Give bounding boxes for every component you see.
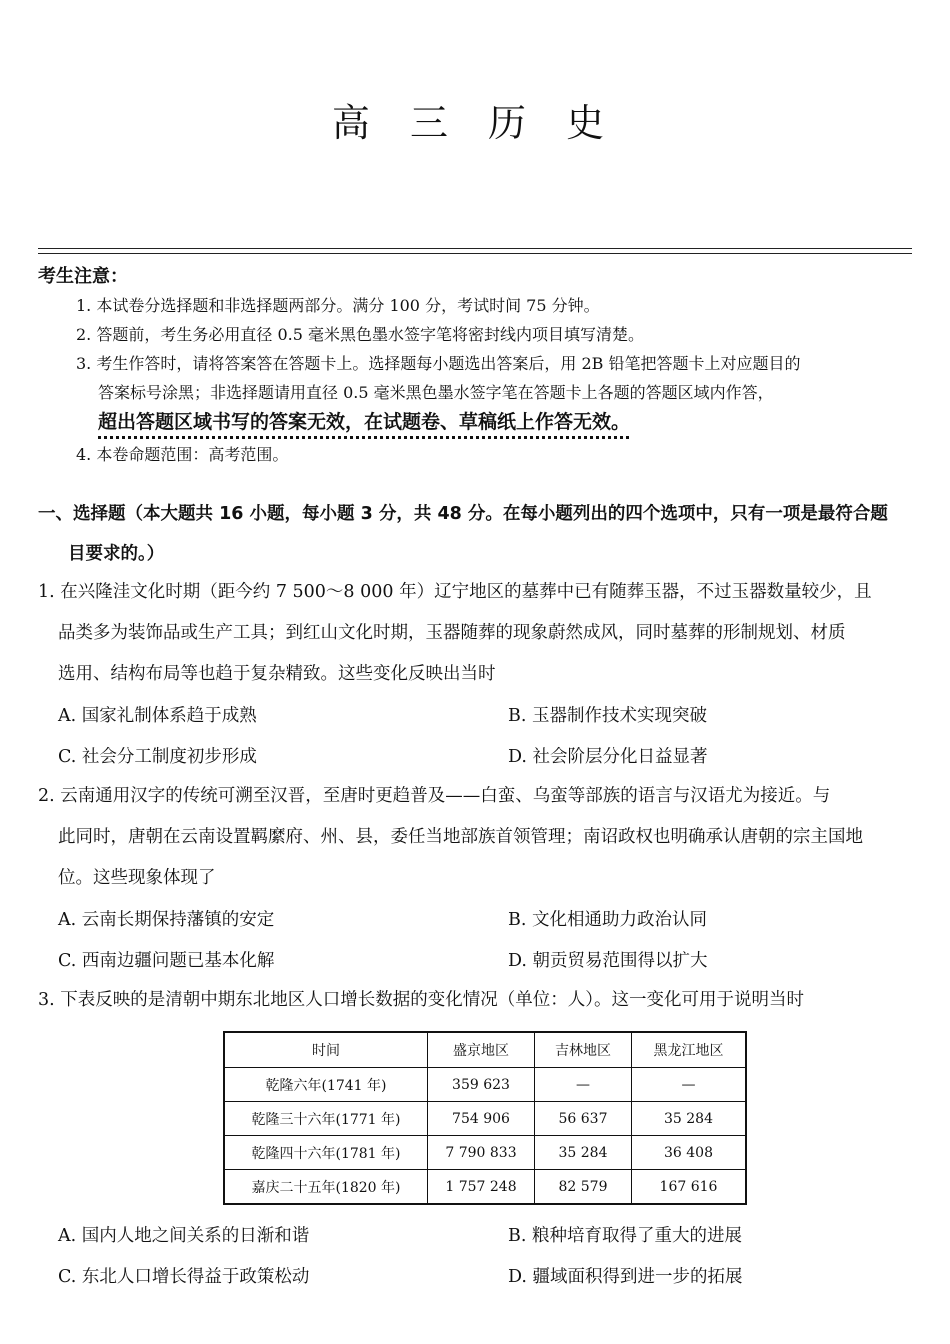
header-rule-bottom xyxy=(38,253,912,254)
notice-item-2: 2. 答题前，考生务必用直径 0.5 毫米黑色墨水签字笔将密封线内项目填写清楚。 xyxy=(76,325,644,344)
section-heading xyxy=(38,494,918,574)
table-header: 吉林地区 xyxy=(535,1032,632,1068)
question-2-line: 位。这些现象体现了 xyxy=(58,868,216,888)
table-row xyxy=(224,1170,746,1205)
table-cell: 359 623 xyxy=(428,1068,535,1102)
question-3 xyxy=(38,980,918,1021)
table-cell: 乾隆六年(1741 年) xyxy=(224,1068,428,1102)
table-row xyxy=(224,1068,746,1102)
option-a: A. 云南长期保持藩镇的安定 xyxy=(58,910,275,930)
option-a: A. 国家礼制体系趋于成熟 xyxy=(58,706,257,726)
table-header: 黑龙江地区 xyxy=(632,1032,747,1068)
table-cell: 754 906 xyxy=(428,1102,535,1136)
table-header: 盛京地区 xyxy=(428,1032,535,1068)
notice-item-3-line2: 答案标号涂黑；非选择题请用直径 0.5 毫米黑色墨水签字笔在答题卡上各题的答题区域内作答， xyxy=(98,383,774,402)
option-d: D. 朝贡贸易范围得以扩大 xyxy=(508,951,708,971)
notice-item-3 xyxy=(76,349,916,437)
option-b: B. 玉器制作技术实现突破 xyxy=(508,706,707,726)
notice-item-4: 4. 本卷命题范围：高考范围。 xyxy=(76,445,289,464)
table-cell: 167 616 xyxy=(632,1170,747,1205)
question-1 xyxy=(38,572,918,695)
table-cell: 7 790 833 xyxy=(428,1136,535,1170)
table-cell: 56 637 xyxy=(535,1102,632,1136)
option-c: C. 东北人口增长得益于政策松动 xyxy=(58,1267,310,1287)
option-d: D. 社会阶层分化日益显著 xyxy=(508,747,708,767)
page-title: 高 三 历 史 xyxy=(331,101,619,145)
table-cell: 36 408 xyxy=(632,1136,747,1170)
table-cell: 嘉庆二十五年(1820 年) xyxy=(224,1170,428,1205)
table-row xyxy=(224,1136,746,1170)
option-b: B. 粮种培育取得了重大的进展 xyxy=(508,1226,742,1246)
option-b: B. 文化相通助力政治认同 xyxy=(508,910,707,930)
header-rule-top xyxy=(38,248,912,249)
table-row xyxy=(224,1102,746,1136)
table-header-row xyxy=(224,1032,746,1068)
table-cell: 乾隆三十六年(1771 年) xyxy=(224,1102,428,1136)
notice-item-3-emphasis: 超出答题区域书写的答案无效，在试题卷、草稿纸上作答无效。 xyxy=(98,411,631,433)
section-heading-line2: 目要求的。） xyxy=(68,544,165,564)
question-1-line: 1. 在兴隆洼文化时期（距今约 7 500～8 000 年）辽宁地区的墓葬中已有随葬玉器，不过玉器数量较少，且 xyxy=(38,582,872,602)
table-cell: 乾隆四十六年(1781 年) xyxy=(224,1136,428,1170)
question-2 xyxy=(38,776,918,899)
question-3-line: 3. 下表反映的是清朝中期东北地区人口增长数据的变化情况（单位：人）。这一变化可用于说明当时 xyxy=(38,990,805,1010)
table-cell: 1 757 248 xyxy=(428,1170,535,1205)
table-header: 时间 xyxy=(224,1032,428,1068)
table-cell: 35 284 xyxy=(632,1102,747,1136)
option-c: C. 西南边疆问题已基本化解 xyxy=(58,951,275,971)
question-1-line: 选用、结构布局等也趋于复杂精致。这些变化反映出当时 xyxy=(58,664,496,684)
notice-item-1: 1. 本试卷分选择题和非选择题两部分。满分 100 分，考试时间 75 分钟。 xyxy=(76,296,600,315)
notice-item-3-line1: 3. 考生作答时，请将答案答在答题卡上。选择题每小题选出答案后，用 2B 铅笔把答题卡上对应题目的 xyxy=(76,354,801,373)
option-d: D. 疆域面积得到进一步的拓展 xyxy=(508,1267,743,1287)
question-1-line: 品类多为装饰品或生产工具；到红山文化时期，玉器随葬的现象蔚然成风，同时墓葬的形制规划、材质 xyxy=(58,623,846,643)
question-2-line: 此同时，唐朝在云南设置羁縻府、州、县，委任当地部族首领管理；南诏政权也明确承认唐朝的宗主国地 xyxy=(58,827,863,847)
option-a: A. 国内人地之间关系的日渐和谐 xyxy=(58,1226,310,1246)
table-cell: 35 284 xyxy=(535,1136,632,1170)
section-heading-line1: 一、选择题（本大题共 16 小题，每小题 3 分，共 48 分。在每小题列出的四个选项中，只有一项是最符合题 xyxy=(38,504,888,524)
notice-heading: 考生注意： xyxy=(38,266,128,287)
table-cell: — xyxy=(535,1068,632,1102)
table-cell: 82 579 xyxy=(535,1170,632,1205)
population-table xyxy=(223,1031,747,1205)
question-2-line: 2. 云南通用汉字的传统可溯至汉晋，至唐时更趋普及——白蛮、乌蛮等部族的语言与汉语尤为接近。与 xyxy=(38,786,831,806)
table-cell: — xyxy=(632,1068,747,1102)
option-c: C. 社会分工制度初步形成 xyxy=(58,747,257,767)
